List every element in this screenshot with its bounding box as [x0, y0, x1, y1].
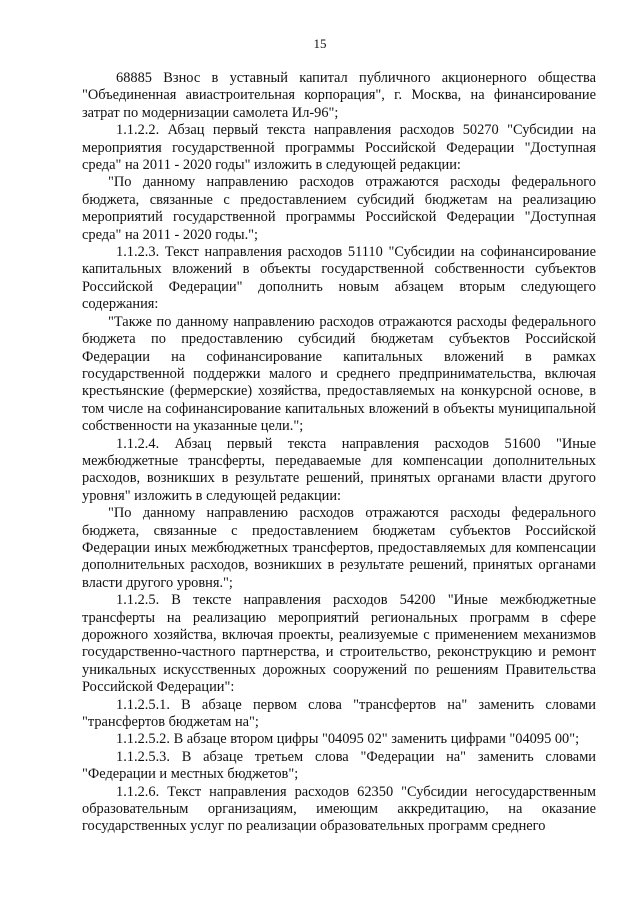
paragraph-1-1-2-3: 1.1.2.3. Текст направления расходов 51110 "Субсидии на софинансирование капитальных вложений в объекты государственной собственности субъектов Российской Федерации" дополнить новым абзацем вторым следующего содержания: — [82, 244, 596, 313]
paragraph-1-1-2-5-3: 1.1.2.5.3. В абзаце третьем слова "Федерации на" заменить словами "Федерации и местных бюджетов"; — [82, 748, 596, 783]
document-body — [82, 70, 596, 836]
paragraph-quote-51110: "Также по данному направлению расходов отражаются расходы федерального бюджета по предоставлению субсидий бюджетам субъектов Российской Федерации на софинансирование капитальных вложений в рамках государственной поддержки малого и среднего предпринимательства, включая крестьянские (фермерские) хозяйства, предоставляемых на конкурсной основе, в том числе на софинансирование капитальных вложений в объекты муниципальной собственности на указанные цели."; — [82, 313, 596, 435]
paragraph-1-1-2-6: 1.1.2.6. Текст направления расходов 62350 "Субсидии негосударственным образовательным организациям, имеющим аккредитацию, на оказание государственных услуг по реализации образовательных программ среднего — [82, 783, 596, 835]
paragraph-1-1-2-5-1: 1.1.2.5.1. В абзаце первом слова "трансфертов на" заменить словами "трансфертов бюджетам на"; — [82, 696, 596, 731]
paragraph-1-1-2-4: 1.1.2.4. Абзац первый текста направления расходов 51600 "Иные межбюджетные трансферты, передаваемые для компенсации дополнительных расходов, возникших в результате решений, принятых органами власти другого уровня" изложить в следующей редакции: — [82, 435, 596, 504]
paragraph-quote-50270: "По данному направлению расходов отражаются расходы федерального бюджета, связанные с предоставлением субсидий бюджетам на реализацию мероприятий государственной программы Российской Федерации "Доступная среда" на 2011 - 2020 годы."; — [82, 174, 596, 243]
paragraph-quote-51600: "По данному направлению расходов отражаются расходы федерального бюджета, связанные с предоставлением бюджетам субъектов Российской Федерации иных межбюджетных трансфертов, предоставляемых для компенсации дополнительных расходов, возникших в результате решений, принятых органами власти другого уровня."; — [82, 505, 596, 591]
paragraph-1-1-2-2: 1.1.2.2. Абзац первый текста направления расходов 50270 "Субсидии на мероприятия государственной программы Российской Федерации "Доступная среда" на 2011 - 2020 годы" изложить в следующей редакции: — [82, 122, 596, 174]
paragraph-item-68885: 68885 Взнос в уставный капитал публичного акционерного общества "Объединенная авиастроительная корпорация", г. Москва, на финансирование затрат по модернизации самолета Ил-96"; — [82, 70, 596, 121]
paragraph-1-1-2-5-2: 1.1.2.5.2. В абзаце втором цифры "04095 02" заменить цифрами "04095 00"; — [116, 731, 580, 748]
page-number: 15 — [313, 36, 327, 51]
paragraph-1-1-2-5: 1.1.2.5. В тексте направления расходов 54200 "Иные межбюджетные трансферты на реализацию мероприятий региональных программ в сфере дорожного хозяйства, включая проекты, реализуемые с применением механизмов государственно-частного партнерства, и строительство, реконструкцию и ремонт уникальных искусственных дорожных сооружений по решениям Правительства Российской Федерации": — [82, 592, 596, 696]
